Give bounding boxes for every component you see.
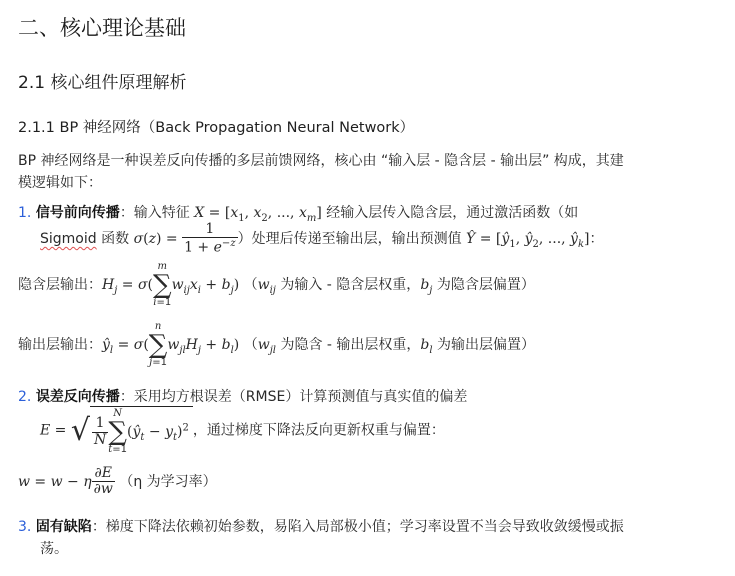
sigmoid-term: Sigmoid: [40, 231, 97, 248]
list-item-2: [18, 386, 467, 406]
learning-rate-note: （η 为学习率）: [119, 473, 217, 490]
item-text: 经输入层传入隐含层，通过激活函数（如: [321, 205, 579, 221]
list-number: 2.: [18, 389, 32, 405]
item-text: 函数: [96, 231, 134, 248]
item-text: ：: [589, 231, 604, 248]
item-title: 信号前向传播: [35, 205, 120, 221]
list-number: 1.: [18, 205, 32, 221]
intro-line-1: BP 神经网络是一种误差反向传播的多层前馈网络，核心由 “输入层 - 隐含层 - 输出层” 构成，其建: [18, 153, 624, 169]
item-text: ：梯度下降法依赖初始参数，易陷入局部极小值；学习率设置不当会导致收敛缓慢或振: [91, 519, 624, 535]
output-label: 输出层输出：: [18, 337, 102, 353]
output-layer-formula: 输出层输出：$ŷ_l = \sigma$( n ∑ j=1 $w_{jl}H_j + b_l$) （$w_{jl}$ 为隐含 - 输出层权重，$b_l$ 为输出层偏置）: [18, 321, 536, 368]
list-item-1-cont: Sigmoid 函数 σ(z) = $\frac{1}{1 + e^{-z}}$ ）处理后传递至输出层，输出预测值 Ŷ = [$ŷ_1$, $ŷ_2$, ..., $ŷ_k$]：: [40, 221, 604, 257]
hidden-label: 隐含层输出：: [18, 277, 102, 293]
formula-sigmoid: σ: [133, 231, 144, 248]
item-title: 固有缺陷: [35, 519, 92, 535]
section-heading: 二、核心理论基础: [18, 16, 186, 40]
item-text: ：输入特征: [119, 205, 195, 221]
list-item-3-cont: 荡。: [40, 541, 68, 557]
sigmoid-fraction: $\frac{1}{1 + e^{-z}}$: [184, 221, 236, 257]
list-number: 3.: [18, 519, 32, 535]
sum-symbol: n ∑ j=1: [148, 321, 168, 368]
formula-input-x: X: [194, 205, 205, 221]
subsubsection-heading: 2.1.1 BP 神经网络（Back Propagation Neural Network）: [18, 120, 415, 136]
list-item-3: [18, 516, 624, 536]
item-text: ）处理后传递至输出层，输出预测值: [237, 231, 467, 248]
note-text: （: [243, 277, 258, 293]
formula-yhat: Ŷ: [466, 231, 476, 248]
list-item-1: 1. 信号前向传播：输入特征 $X = [x_1$, $x_2$, ..., $x_m$] 经输入层传入隐含层，通过激活函数（如: [18, 205, 579, 224]
item-text: ：采用均方根误差（RMSE）计算预测值与真实值的偏差: [119, 389, 468, 405]
hidden-layer-formula: 隐含层输出：$H_j = \sigma$( m ∑ i=1 $w_{ij}x_i + b_j$) （$w_{ij}$ 为输入 - 隐含层权重，$b_j$ 为隐含层偏置）: [18, 261, 535, 308]
subsection-heading: 2.1 核心组件原理解析: [18, 73, 187, 93]
item-text: ，通过梯度下降法反向更新权重与偏置：: [192, 422, 445, 439]
note-text: 为输入 - 隐含层权重，: [275, 277, 421, 293]
note-text: （: [243, 337, 258, 353]
item-title: 误差反向传播: [35, 389, 120, 405]
note-text: 为隐含 - 输出层权重，: [276, 337, 421, 353]
intro-line-2: 模逻辑如下：: [18, 175, 102, 191]
rmse-formula: E = √ $\frac{1}{N}$ N ∑ t=1 $(ŷ_t - y_t)^2$ ，通过梯度下降法反向更新权重与偏置：: [40, 408, 445, 455]
note-text: 为输出层偏置）: [432, 337, 536, 353]
note-text: 为隐含层偏置）: [432, 277, 535, 293]
weight-update-formula: w = w − η $\frac{\partial E}{\partial w}$ （η 为学习率）: [18, 465, 217, 498]
sum-symbol: m ∑ i=1: [153, 261, 172, 308]
